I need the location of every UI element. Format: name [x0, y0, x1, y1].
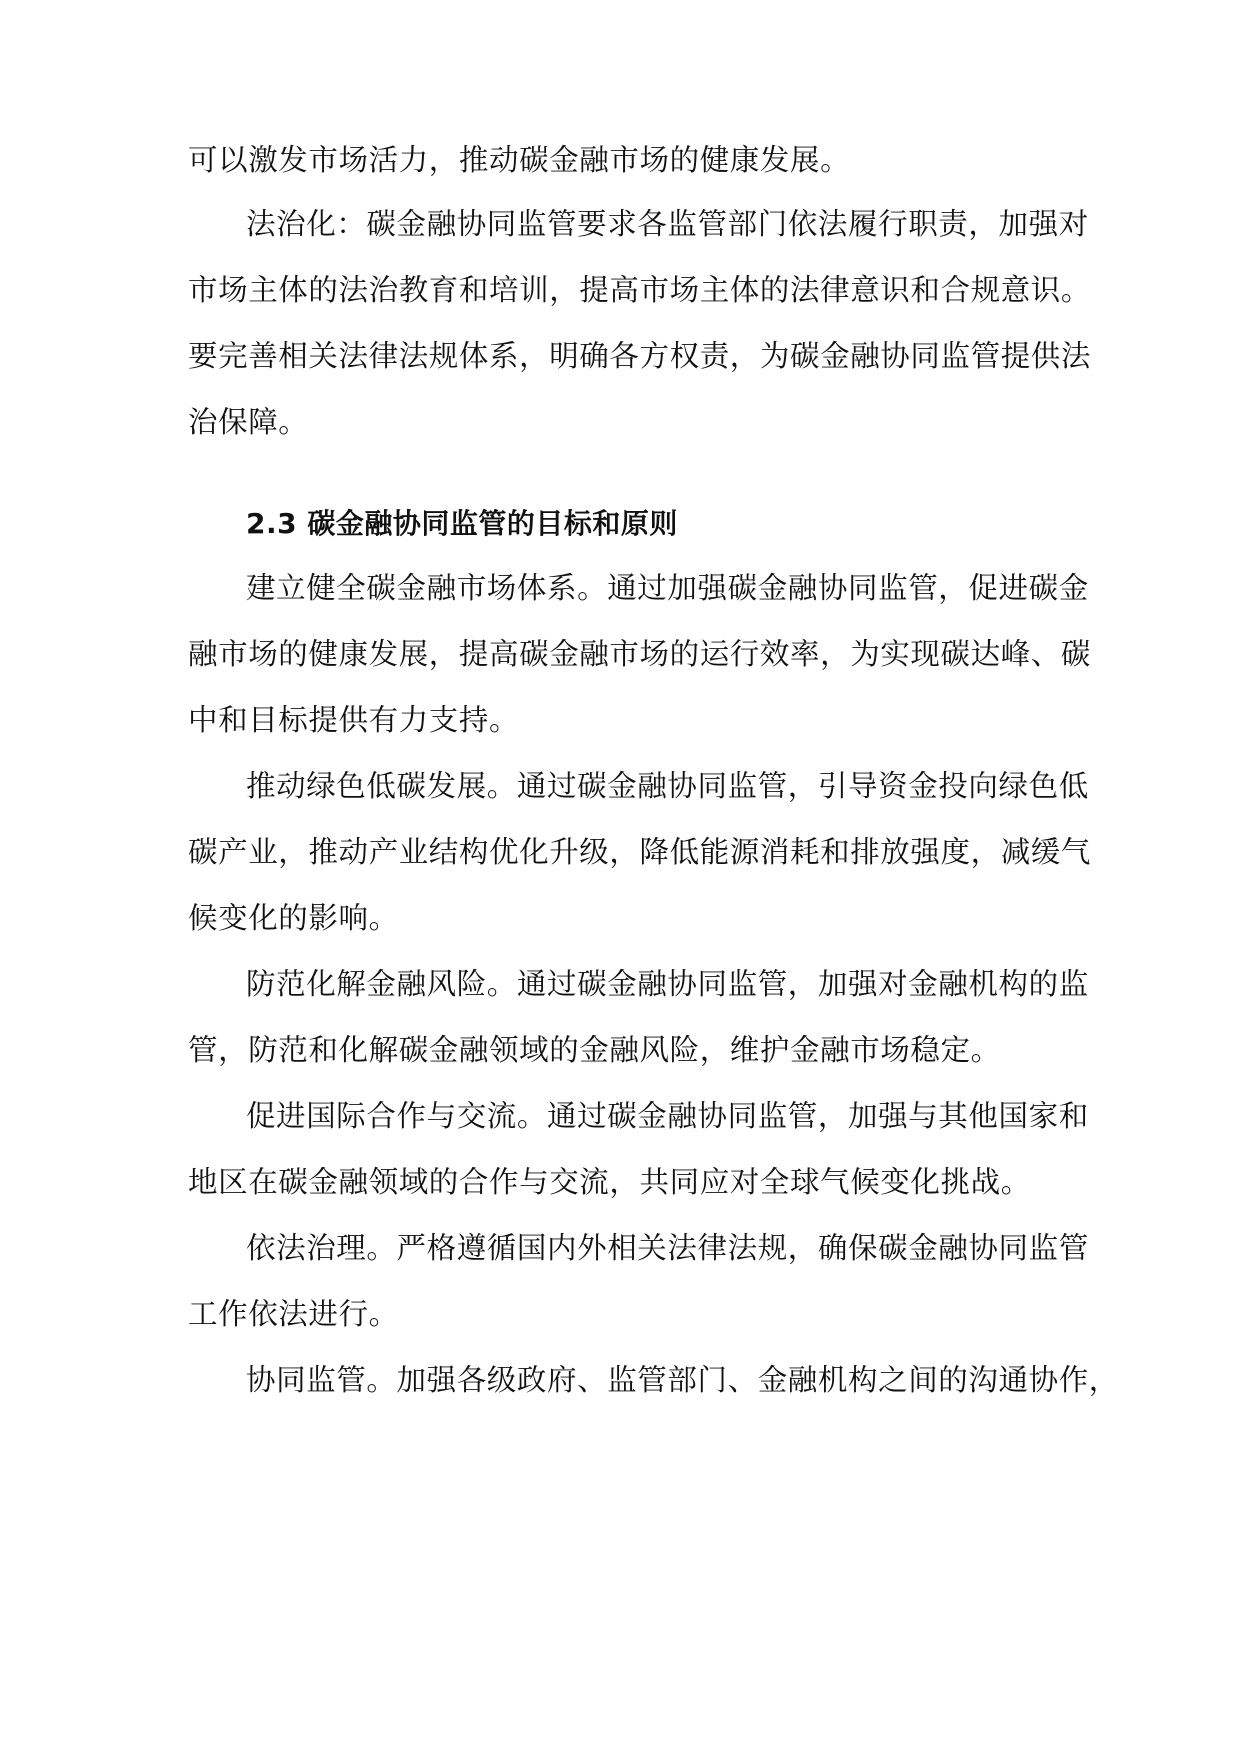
- section-heading: 2.3 碳金融协同监管的目标和原则: [246, 507, 678, 540]
- paragraph-line: 碳产业，推动产业结构优化升级，降低能源消耗和排放强度，减缓气: [188, 835, 1092, 869]
- paragraph-line: 协同监管。加强各级政府、监管部门、金融机构之间的沟通协作，: [246, 1363, 1119, 1397]
- paragraph-line: 防范化解金融风险。通过碳金融协同监管，加强对金融机构的监: [246, 967, 1089, 1001]
- paragraph-line: 治保障。: [188, 405, 309, 439]
- paragraph-line: 候变化的影响。: [188, 901, 399, 935]
- paragraph-line: 建立健全碳金融市场体系。通过加强碳金融协同监管，促进碳金: [246, 571, 1089, 605]
- paragraph-line: 促进国际合作与交流。通过碳金融协同监管，加强与其他国家和: [246, 1099, 1089, 1133]
- paragraph-line: 可以激发市场活力，推动碳金融市场的健康发展。: [188, 143, 851, 177]
- paragraph-line: 要完善相关法律法规体系，明确各方权责，为碳金融协同监管提供法: [188, 339, 1092, 373]
- paragraph-line: 中和目标提供有力支持。: [188, 703, 520, 737]
- paragraph-line: 法治化：碳金融协同监管要求各监管部门依法履行职责，加强对: [246, 207, 1089, 241]
- paragraph-line: 地区在碳金融领域的合作与交流，共同应对全球气候变化挑战。: [188, 1165, 1031, 1199]
- paragraph-line: 市场主体的法治教育和培训，提高市场主体的法律意识和合规意识。: [188, 273, 1092, 307]
- paragraph-line: 依法治理。严格遵循国内外相关法律法规，确保碳金融协同监管: [246, 1231, 1089, 1265]
- paragraph-line: 管，防范和化解碳金融领域的金融风险，维护金融市场稳定。: [188, 1033, 1001, 1067]
- paragraph-line: 融市场的健康发展，提高碳金融市场的运行效率，为实现碳达峰、碳: [188, 637, 1092, 671]
- paragraph-line: 推动绿色低碳发展。通过碳金融协同监管，引导资金投向绿色低: [246, 769, 1089, 803]
- paragraph-line: 工作依法进行。: [188, 1297, 399, 1331]
